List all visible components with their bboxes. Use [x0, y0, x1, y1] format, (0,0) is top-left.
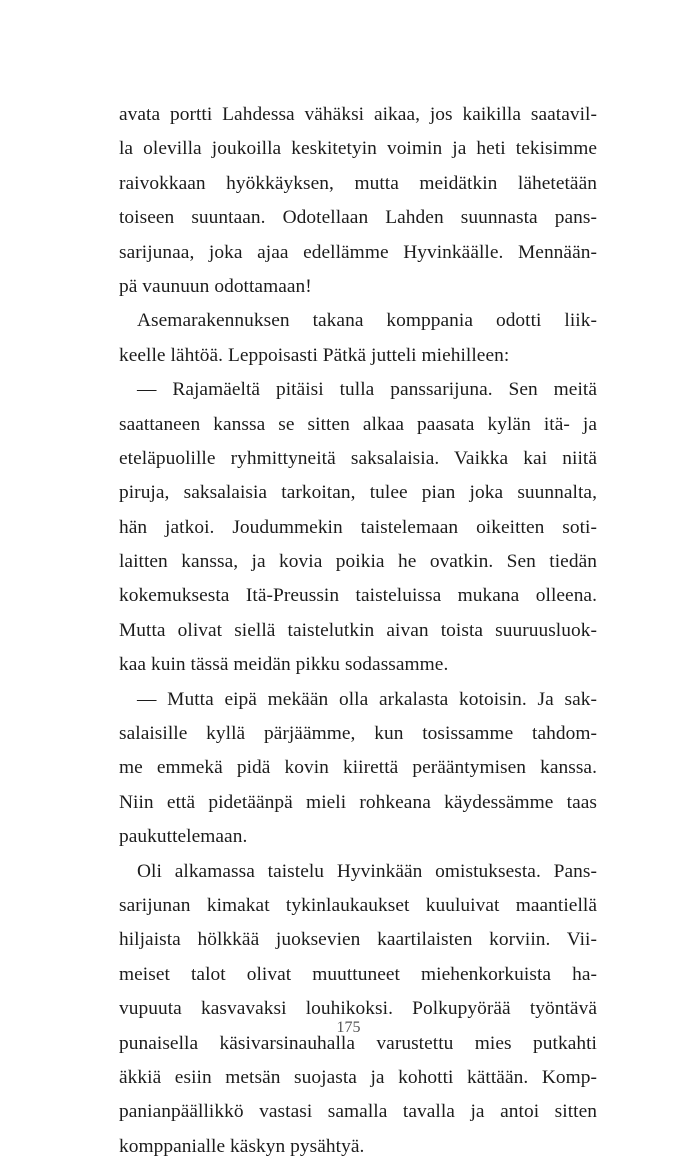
text-line: sarijunaa, joka ajaa edellämme Hyvinkäälle. Mennään- [119, 241, 597, 263]
text-line: komppanialle käskyn pysähtyä. [119, 1135, 365, 1157]
text-line: laitten kanssa, ja kovia poikia he ovatkin. Sen tiedän [119, 551, 597, 573]
text-line: — Mutta eipä mekään olla arkalasta kotoisin. Ja sak- [137, 688, 597, 710]
page-number: 175 [336, 1019, 361, 1036]
text-line: hän jatkoi. Joudummekin taistelemaan oikeitten soti- [119, 516, 597, 538]
text-line: sarijunan kimakat tykinlaukaukset kuuluivat maantiellä [119, 894, 597, 916]
text-line: hiljaista hölkkää juoksevien kaartilaisten korviin. Vii- [119, 929, 597, 951]
text-line: avata portti Lahdessa vähäksi aikaa, jos kaikilla saatavil- [119, 104, 597, 125]
text-line: toiseen suuntaan. Odotellaan Lahden suunnasta pans- [119, 207, 597, 229]
text-line: kaa kuin tässä meidän pikku sodassamme. [119, 654, 449, 676]
text-line: paukuttelemaan. [119, 826, 248, 848]
text-line: Asemarakennuksen takana komppania odotti liik- [137, 310, 597, 332]
text-line: raivokkaan hyökkäyksen, mutta meidätkin lähetetään [119, 172, 597, 194]
text-line: vupuuta kasvavaksi louhikoksi. Polkupyörää työntävä [119, 998, 597, 1020]
text-line: Niin että pidetäänpä mieli rohkeana käydessämme taas [119, 791, 597, 813]
text-line: meiset talot olivat muuttuneet miehenkorkuista ha- [119, 963, 597, 985]
text-line: la olevilla joukoilla keskitetyin voimin ja heti tekisimme [119, 138, 597, 160]
text-line: äkkiä esiin metsän suojasta ja kohotti kättään. Komp- [119, 1066, 597, 1088]
text-line: Oli alkamassa taistelu Hyvinkään omistuksesta. Pans- [137, 860, 597, 882]
text-line: me emmekä pidä kovin kiirettä perääntymisen kanssa. [119, 757, 597, 779]
text-line: — Rajamäeltä pitäisi tulla panssarijuna. Sen meitä [137, 379, 597, 401]
text-line: piruja, saksalaisia tarkoitan, tulee pian joka suunnalta, [119, 482, 597, 504]
text-line: pä vaunuun odottamaan! [119, 275, 312, 297]
text-line: salaisille kyllä pärjäämme, kun tosissamme tahdom- [119, 723, 597, 745]
text-line: panianpäällikkö vastasi samalla tavalla ja antoi sitten [119, 1101, 597, 1123]
text-line: punaisella käsivarsinauhalla varustettu mies putkahti [119, 1032, 597, 1054]
text-line: kokemuksesta Itä-Preussin taisteluissa mukana olleena. [119, 585, 597, 607]
text-line: saattaneen kanssa se sitten alkaa paasata kylän itä- ja [119, 413, 597, 435]
book-page-text [119, 98, 597, 1164]
text-line: keelle lähtöä. Leppoisasti Pätkä jutteli miehilleen: [119, 344, 510, 366]
text-line: eteläpuolille ryhmittyneitä saksalaisia. Vaikka kai niitä [119, 447, 597, 469]
text-line: Mutta olivat siellä taistelutkin aivan toista suuruusluok- [119, 619, 597, 641]
